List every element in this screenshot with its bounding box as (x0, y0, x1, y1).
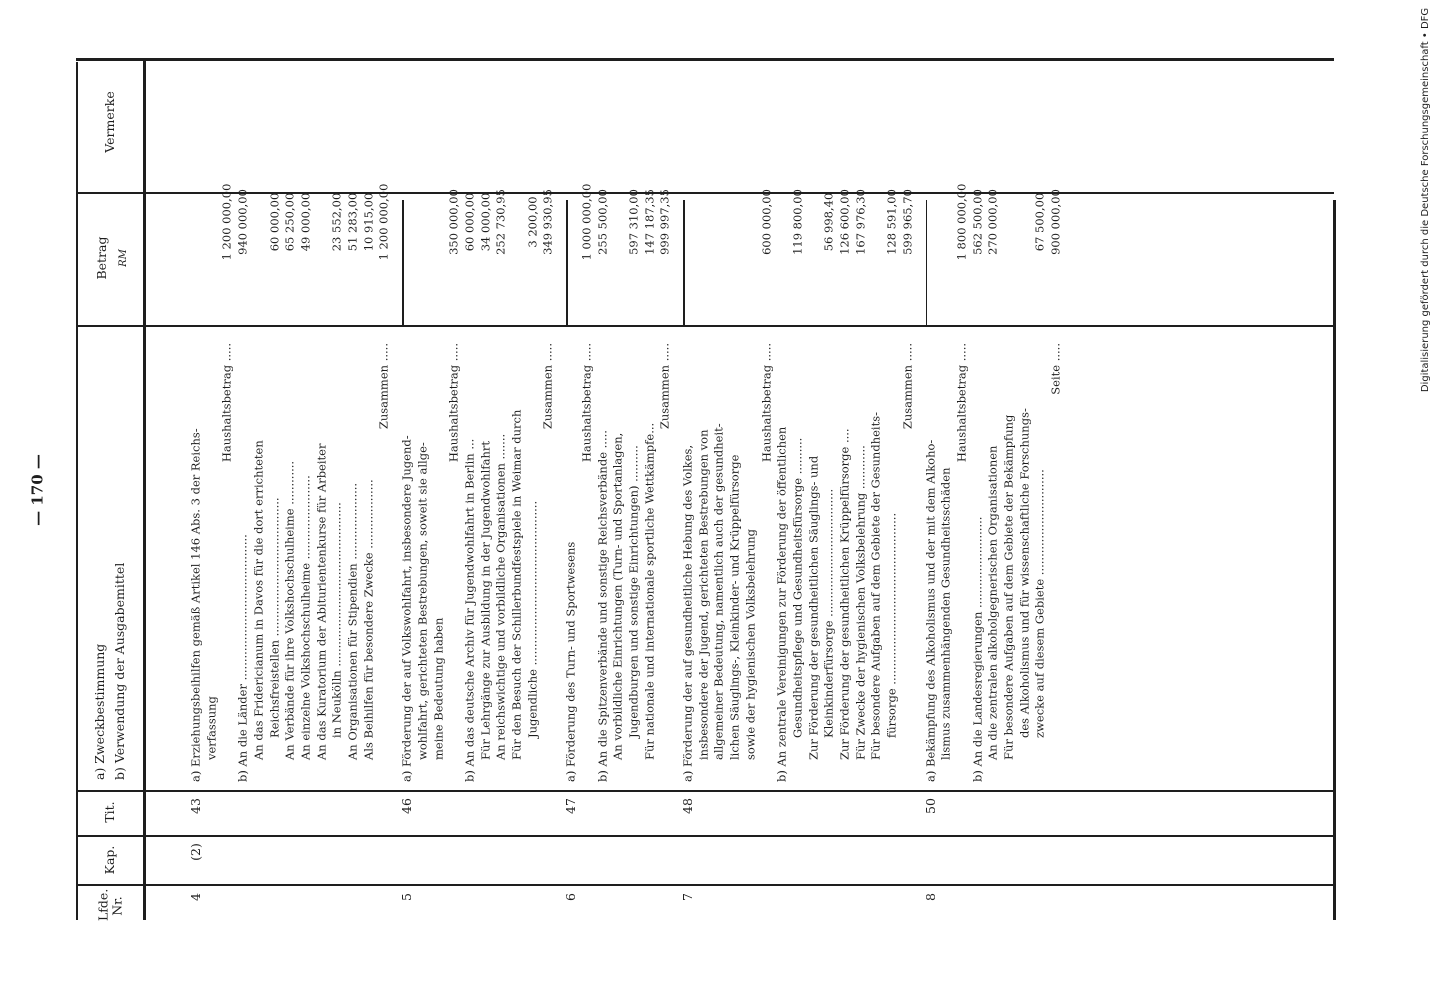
row-number: 4 (187, 893, 203, 901)
line-text: wohlfahrt, gerichteten Bestrebungen, soweit sie allge- (415, 442, 430, 760)
row-number: 7 (679, 893, 695, 901)
amount-value: 940 000,00 (235, 189, 250, 255)
line-text: des Alkoholismus und für wissenschaftliche Forschungs- (1016, 408, 1031, 738)
row-tit: 43 (187, 798, 203, 814)
row-number: 6 (562, 893, 578, 901)
line-text: Kleinkinderfürsorge ................................... (821, 488, 836, 738)
line-text: a) Erziehungsbeihilfen gemäß Artikel 146 Abs. 3 der Reichs- (188, 428, 203, 782)
line-text: Für den Besuch der Schillerbundfestspiele in Weimar durch (509, 409, 524, 760)
line-text: a) Bekämpfung des Alkoholismus und der mit dem Alkoho- (922, 439, 937, 782)
line-text: An das Kuratorium der Abiturientenkurse für Arbeiter (313, 443, 328, 760)
line-text: Jugendburgen und sonstige Einrichtungen) .......... (626, 445, 641, 738)
amount-value: 23 552,00 (329, 192, 344, 252)
amount-value: 65 250,00 (282, 192, 297, 252)
line-text: Für besondere Aufgaben auf dem Gebiete der Gesundheits- (868, 412, 883, 760)
line-text: zwecke auf diesem Gebiete ............................. (1032, 469, 1047, 738)
header-zweck-a: a) Zweckbestimmung (91, 643, 107, 780)
line-text: Jugendliche ............................................. (524, 500, 539, 738)
header-lfd: Lfde. Nr. (95, 888, 124, 921)
line-text: in Neukölln ............................................. (329, 502, 344, 738)
line-text: An reichswichtige und vorbildliche Organisationen ....... (493, 433, 508, 760)
line-text: allgemeiner Bedeutung, namentlich auch der gesundheit- (711, 423, 726, 760)
line-text: verfassung (203, 696, 218, 760)
header-betrag: Betrag (93, 236, 109, 280)
amount-value: 34 000,00 (477, 192, 492, 252)
line-text: Als Beihilfen für besondere Zwecke ................... (360, 479, 375, 760)
row-tit: 48 (679, 798, 695, 814)
row-number: 8 (922, 893, 938, 901)
line-text: Gesundheitspflege und Gesundheitsfürsorge .......... (790, 437, 805, 738)
amount-value: 1 200 000,00 (219, 183, 234, 261)
amount-value: 255 500,00 (594, 189, 609, 255)
amount-value: 60 000,00 (462, 192, 477, 252)
rule-tit-text (76, 790, 1334, 792)
header-zweck-b: b) Verwendung der Ausgabemittel (111, 562, 127, 780)
line-label: Zusammen ..... (657, 343, 672, 430)
amount-value: 597 310,00 (626, 189, 641, 255)
line-label: Haushaltsbetrag ..... (954, 343, 969, 463)
amount-value: 999 997,35 (657, 189, 672, 255)
rule-top-border (76, 58, 1334, 61)
line-label: Haushaltsbetrag ..... (219, 343, 234, 463)
row-separator (566, 200, 568, 325)
line-text: Für Zwecke der hygienischen Volksbelehrung ............ (852, 445, 867, 760)
line-label: Seite ..... (1048, 343, 1063, 395)
line-text: An die zentralen alkoholgegnerischen Organisationen (985, 445, 1000, 760)
line-text: a) Förderung des Turn- und Sportwesens (563, 541, 578, 782)
line-text: An vorbildliche Einrichtungen (Turn- und Sportanlagen, (610, 432, 625, 760)
line-text: sowie der hygienischen Volksbelehrung (743, 528, 758, 760)
amount-value: 128 591,00 (884, 189, 899, 255)
line-label: Haushaltsbetrag ..... (579, 343, 594, 463)
line-label: Haushaltsbetrag ..... (446, 343, 461, 463)
amount-value: 147 187,35 (641, 189, 656, 255)
line-text: Für nationale und internationale sportliche Wettkämpfe... (641, 422, 656, 760)
rule-text-betrag (76, 325, 1334, 327)
line-text: Zur Förderung der gesundheitlichen Säuglings- und (805, 455, 820, 760)
dfg-side-note: Digitalisierung gefördert durch die Deutsche Forschungsgemeinschaft • DFG (1420, 7, 1431, 393)
amount-value: 562 500,00 (969, 189, 984, 255)
line-text: b) An die Spitzenverbände und sonstige Reichsverbände ..... (594, 430, 609, 782)
line-text: b) An die Länder ........................................ (235, 534, 250, 782)
amount-value: 270 000,00 (985, 189, 1000, 255)
rule-kap-tit (76, 835, 1334, 837)
line-text: An einzelne Volkshochschulheime ....................... (298, 475, 313, 760)
amount-value: 600 000,00 (758, 189, 773, 255)
amount-value: 56 998,40 (821, 192, 836, 252)
amount-value: 51 283,00 (345, 192, 360, 252)
amount-value: 60 000,00 (266, 192, 281, 252)
line-text: lichen Säuglings-, Kleinkinder- und Krüppelfürsorge (727, 454, 742, 760)
amount-value: 167 976,30 (852, 189, 867, 255)
amount-value: 49 000,00 (298, 192, 313, 252)
line-text: b) An die Landesregierungen ......................... (969, 516, 984, 782)
line-text: Für Lehrgänge zur Ausbildung in der Jugendwohlfahrt (477, 441, 492, 760)
header-tit: Tit. (101, 801, 117, 823)
line-text: Zur Förderung der gesundheitlichen Krüppelfürsorge .... (837, 428, 852, 760)
line-text: An Verbände für ihre Volkshochschulheime ............ (282, 460, 297, 760)
header-betrag-unit: RM (118, 249, 129, 267)
line-text: b) An zentrale Vereinigungen zur Förderung der öffentlichen (774, 426, 789, 782)
line-label: Haushaltsbetrag ..... (758, 343, 773, 463)
amount-value: 252 730,95 (493, 189, 508, 255)
amount-value: 3 200,00 (524, 196, 539, 248)
page-number: — 170 — (28, 454, 47, 526)
row-kap: (2) (187, 843, 203, 861)
rule-betrag-vermerke (76, 192, 1334, 194)
line-text: a) Förderung der auf Volkswohlfahrt, insbesondere Jugend- (399, 435, 414, 782)
amount-value: 1 200 000,00 (376, 183, 391, 261)
line-label: Zusammen ..... (376, 343, 391, 430)
amount-value: 1 000 000,00 (579, 183, 594, 261)
row-number: 5 (398, 893, 414, 901)
line-text: fürsorge ............................................... (884, 512, 899, 738)
header-vermerke: Vermerke (101, 91, 117, 153)
row-tit: 47 (562, 798, 578, 814)
row-separator (926, 200, 928, 325)
rule-lfd-kap (76, 884, 1334, 886)
row-tit: 50 (922, 798, 938, 814)
row-tit: 46 (398, 798, 414, 814)
amount-value: 1 800 000,00 (954, 183, 969, 261)
amount-value: 900 000,00 (1048, 189, 1063, 255)
row-separator (683, 200, 685, 325)
line-text: insbesondere der Jugend, gerichteten Bestrebungen von (695, 429, 710, 760)
amount-value: 349 930,95 (540, 189, 555, 255)
line-text: Reichsfreistellen ...................................... (266, 497, 281, 738)
amount-value: 10 915,00 (360, 192, 375, 252)
row-separator (402, 200, 404, 325)
line-text: lismus zusammenhängenden Gesundheitsschäden (938, 467, 953, 760)
line-text: b) An das deutsche Archiv für Jugendwohlfahrt in Berlin ... (462, 438, 477, 782)
line-text: Für besondere Aufgaben auf dem Gebiete der Bekämpfung (1001, 414, 1016, 760)
line-text: a) Förderung der auf gesundheitliche Hebung des Volkes, (680, 444, 695, 782)
amount-value: 119 800,00 (790, 189, 805, 255)
line-text: An Organisationen für Stipendien ..................... (345, 482, 360, 760)
line-text: meine Bedeutung haben (430, 617, 445, 760)
rule-right-border (1333, 200, 1336, 920)
line-label: Zusammen ..... (540, 343, 555, 430)
amount-value: 67 500,00 (1032, 192, 1047, 252)
header-kap: Kap. (101, 845, 117, 875)
amount-value: 350 000,00 (446, 189, 461, 255)
line-label: Zusammen ..... (900, 343, 915, 430)
amount-value: 126 600,00 (837, 189, 852, 255)
amount-value: 599 965,70 (900, 189, 915, 255)
line-text: An das Fridericianum in Davos für die dort errichteten (251, 440, 266, 760)
